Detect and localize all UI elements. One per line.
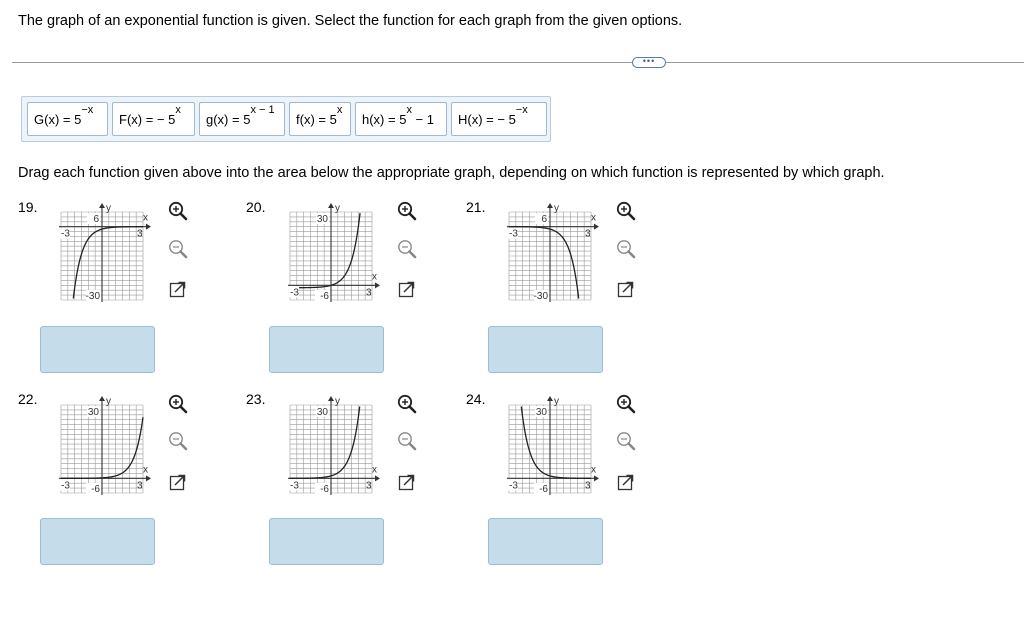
zoom-out-icon[interactable] <box>167 430 189 452</box>
drop-zone-19[interactable] <box>40 326 155 373</box>
option-exponent: −x <box>81 104 94 116</box>
zoom-in-icon[interactable] <box>615 393 637 415</box>
x-max-label: 3 <box>137 228 143 240</box>
popout-icon[interactable] <box>167 471 189 493</box>
x-min-label: -3 <box>290 287 299 299</box>
y-axis-label: y <box>335 203 340 214</box>
graph-svg <box>57 393 153 501</box>
popout-icon[interactable] <box>396 471 418 493</box>
y-min-label: -30 <box>85 291 100 302</box>
x-max-label: 3 <box>137 480 143 492</box>
zoom-in-icon[interactable] <box>396 200 418 222</box>
x-axis-label: x <box>591 212 596 224</box>
y-axis-arrow <box>328 396 334 401</box>
graph-20 <box>286 200 382 308</box>
y-max-label: 30 <box>316 214 328 225</box>
x-min-label: -3 <box>509 228 518 240</box>
problem-number: 21. <box>466 199 486 215</box>
zoom-in-icon[interactable] <box>167 393 189 415</box>
option-tail: − 1 <box>411 112 434 127</box>
y-axis-label: y <box>106 203 111 214</box>
zoom-out-icon[interactable] <box>396 430 418 452</box>
y-max-label: 6 <box>93 214 99 225</box>
function-curve <box>521 407 591 479</box>
option-tile[interactable] <box>112 102 195 136</box>
y-axis-arrow <box>99 396 105 401</box>
popout-icon[interactable] <box>396 278 418 300</box>
option-exponent: x − 1 <box>250 104 275 116</box>
x-axis-arrow <box>146 224 151 230</box>
x-max-label: 3 <box>366 480 372 492</box>
graph-23 <box>286 393 382 501</box>
drop-zone-20[interactable] <box>269 326 384 373</box>
drop-zone-22[interactable] <box>40 518 155 565</box>
zoom-in-icon[interactable] <box>167 200 189 222</box>
x-axis-label: x <box>143 212 148 224</box>
option-exponent: x <box>336 104 343 116</box>
problem-number: 23. <box>246 391 266 407</box>
x-axis-arrow <box>594 224 599 230</box>
option-tile[interactable] <box>199 102 285 136</box>
graph-21 <box>505 200 601 308</box>
x-axis-arrow <box>375 475 380 481</box>
option-exponent: −x <box>515 104 528 116</box>
drop-zone-24[interactable] <box>488 518 603 565</box>
x-max-label: 3 <box>366 287 372 299</box>
problem-number: 20. <box>246 199 266 215</box>
x-max-label: 3 <box>585 480 591 492</box>
x-min-label: -3 <box>61 228 70 240</box>
y-max-label: 30 <box>316 407 328 418</box>
popout-icon[interactable] <box>615 471 637 493</box>
popout-icon[interactable] <box>167 278 189 300</box>
graph-svg <box>286 393 382 501</box>
y-min-label: -6 <box>539 484 548 495</box>
y-axis-arrow <box>547 203 553 208</box>
option-base: f(x) = 5 <box>296 112 337 127</box>
y-min-label: -6 <box>320 291 329 302</box>
instructions: Drag each function given above into the area below the appropriate graph, depending on which function is represented by which graph. <box>18 165 885 181</box>
y-axis-arrow <box>328 203 334 208</box>
x-axis-arrow <box>375 282 380 288</box>
graph-svg <box>286 200 382 308</box>
zoom-in-icon[interactable] <box>615 200 637 222</box>
x-axis-label: x <box>591 464 596 476</box>
zoom-out-icon[interactable] <box>167 238 189 260</box>
x-max-label: 3 <box>585 228 591 240</box>
option-base: G(x) = 5 <box>34 112 82 127</box>
x-min-label: -3 <box>61 480 70 492</box>
option-tile[interactable] <box>289 102 351 136</box>
option-exponent: x <box>175 104 181 116</box>
options-bank <box>21 96 551 142</box>
y-axis-label: y <box>335 396 340 407</box>
y-min-label: -6 <box>91 484 100 495</box>
y-axis-label: y <box>106 396 111 407</box>
option-tile[interactable] <box>27 102 108 136</box>
function-curve <box>73 227 143 299</box>
x-min-label: -3 <box>290 480 299 492</box>
x-axis-arrow <box>146 475 151 481</box>
y-max-label: 30 <box>535 407 547 418</box>
drop-zone-21[interactable] <box>488 326 603 373</box>
graph-19 <box>57 200 153 308</box>
zoom-out-icon[interactable] <box>615 430 637 452</box>
problem-number: 24. <box>466 391 486 407</box>
y-min-label: -6 <box>320 484 329 495</box>
graph-22 <box>57 393 153 501</box>
x-axis-label: x <box>372 464 377 476</box>
problem-number: 22. <box>18 391 38 407</box>
y-axis-label: y <box>554 396 559 407</box>
popout-icon[interactable] <box>615 278 637 300</box>
y-max-label: 30 <box>87 407 99 418</box>
zoom-out-icon[interactable] <box>396 238 418 260</box>
option-base: H(x) = − 5 <box>458 112 516 127</box>
graph-svg <box>505 200 601 308</box>
option-exponent: x <box>406 104 412 116</box>
problem-number: 19. <box>18 199 38 215</box>
drop-zone-23[interactable] <box>269 518 384 565</box>
divider <box>12 62 1024 63</box>
question-text: The graph of an exponential function is given. Select the function for each graph from the given options. <box>18 13 683 29</box>
graph-24 <box>505 393 601 501</box>
zoom-out-icon[interactable] <box>615 238 637 260</box>
y-axis-arrow <box>99 203 105 208</box>
zoom-in-icon[interactable] <box>396 393 418 415</box>
y-max-label: 6 <box>541 214 547 225</box>
option-base: h(x) = 5 <box>362 112 407 127</box>
x-axis-arrow <box>594 475 599 481</box>
option-tile[interactable] <box>355 102 447 136</box>
function-curve <box>509 227 579 299</box>
option-base: F(x) = − 5 <box>119 112 176 127</box>
option-base: g(x) = 5 <box>206 112 251 127</box>
x-min-label: -3 <box>509 480 518 492</box>
graph-svg <box>505 393 601 501</box>
y-axis-arrow <box>547 396 553 401</box>
y-min-label: -30 <box>533 291 548 302</box>
y-axis-label: y <box>554 203 559 214</box>
option-tile[interactable] <box>451 102 547 136</box>
graph-svg <box>57 200 153 308</box>
x-axis-label: x <box>143 464 148 476</box>
x-axis-label: x <box>372 271 377 283</box>
more-button[interactable]: ••• <box>632 57 666 68</box>
